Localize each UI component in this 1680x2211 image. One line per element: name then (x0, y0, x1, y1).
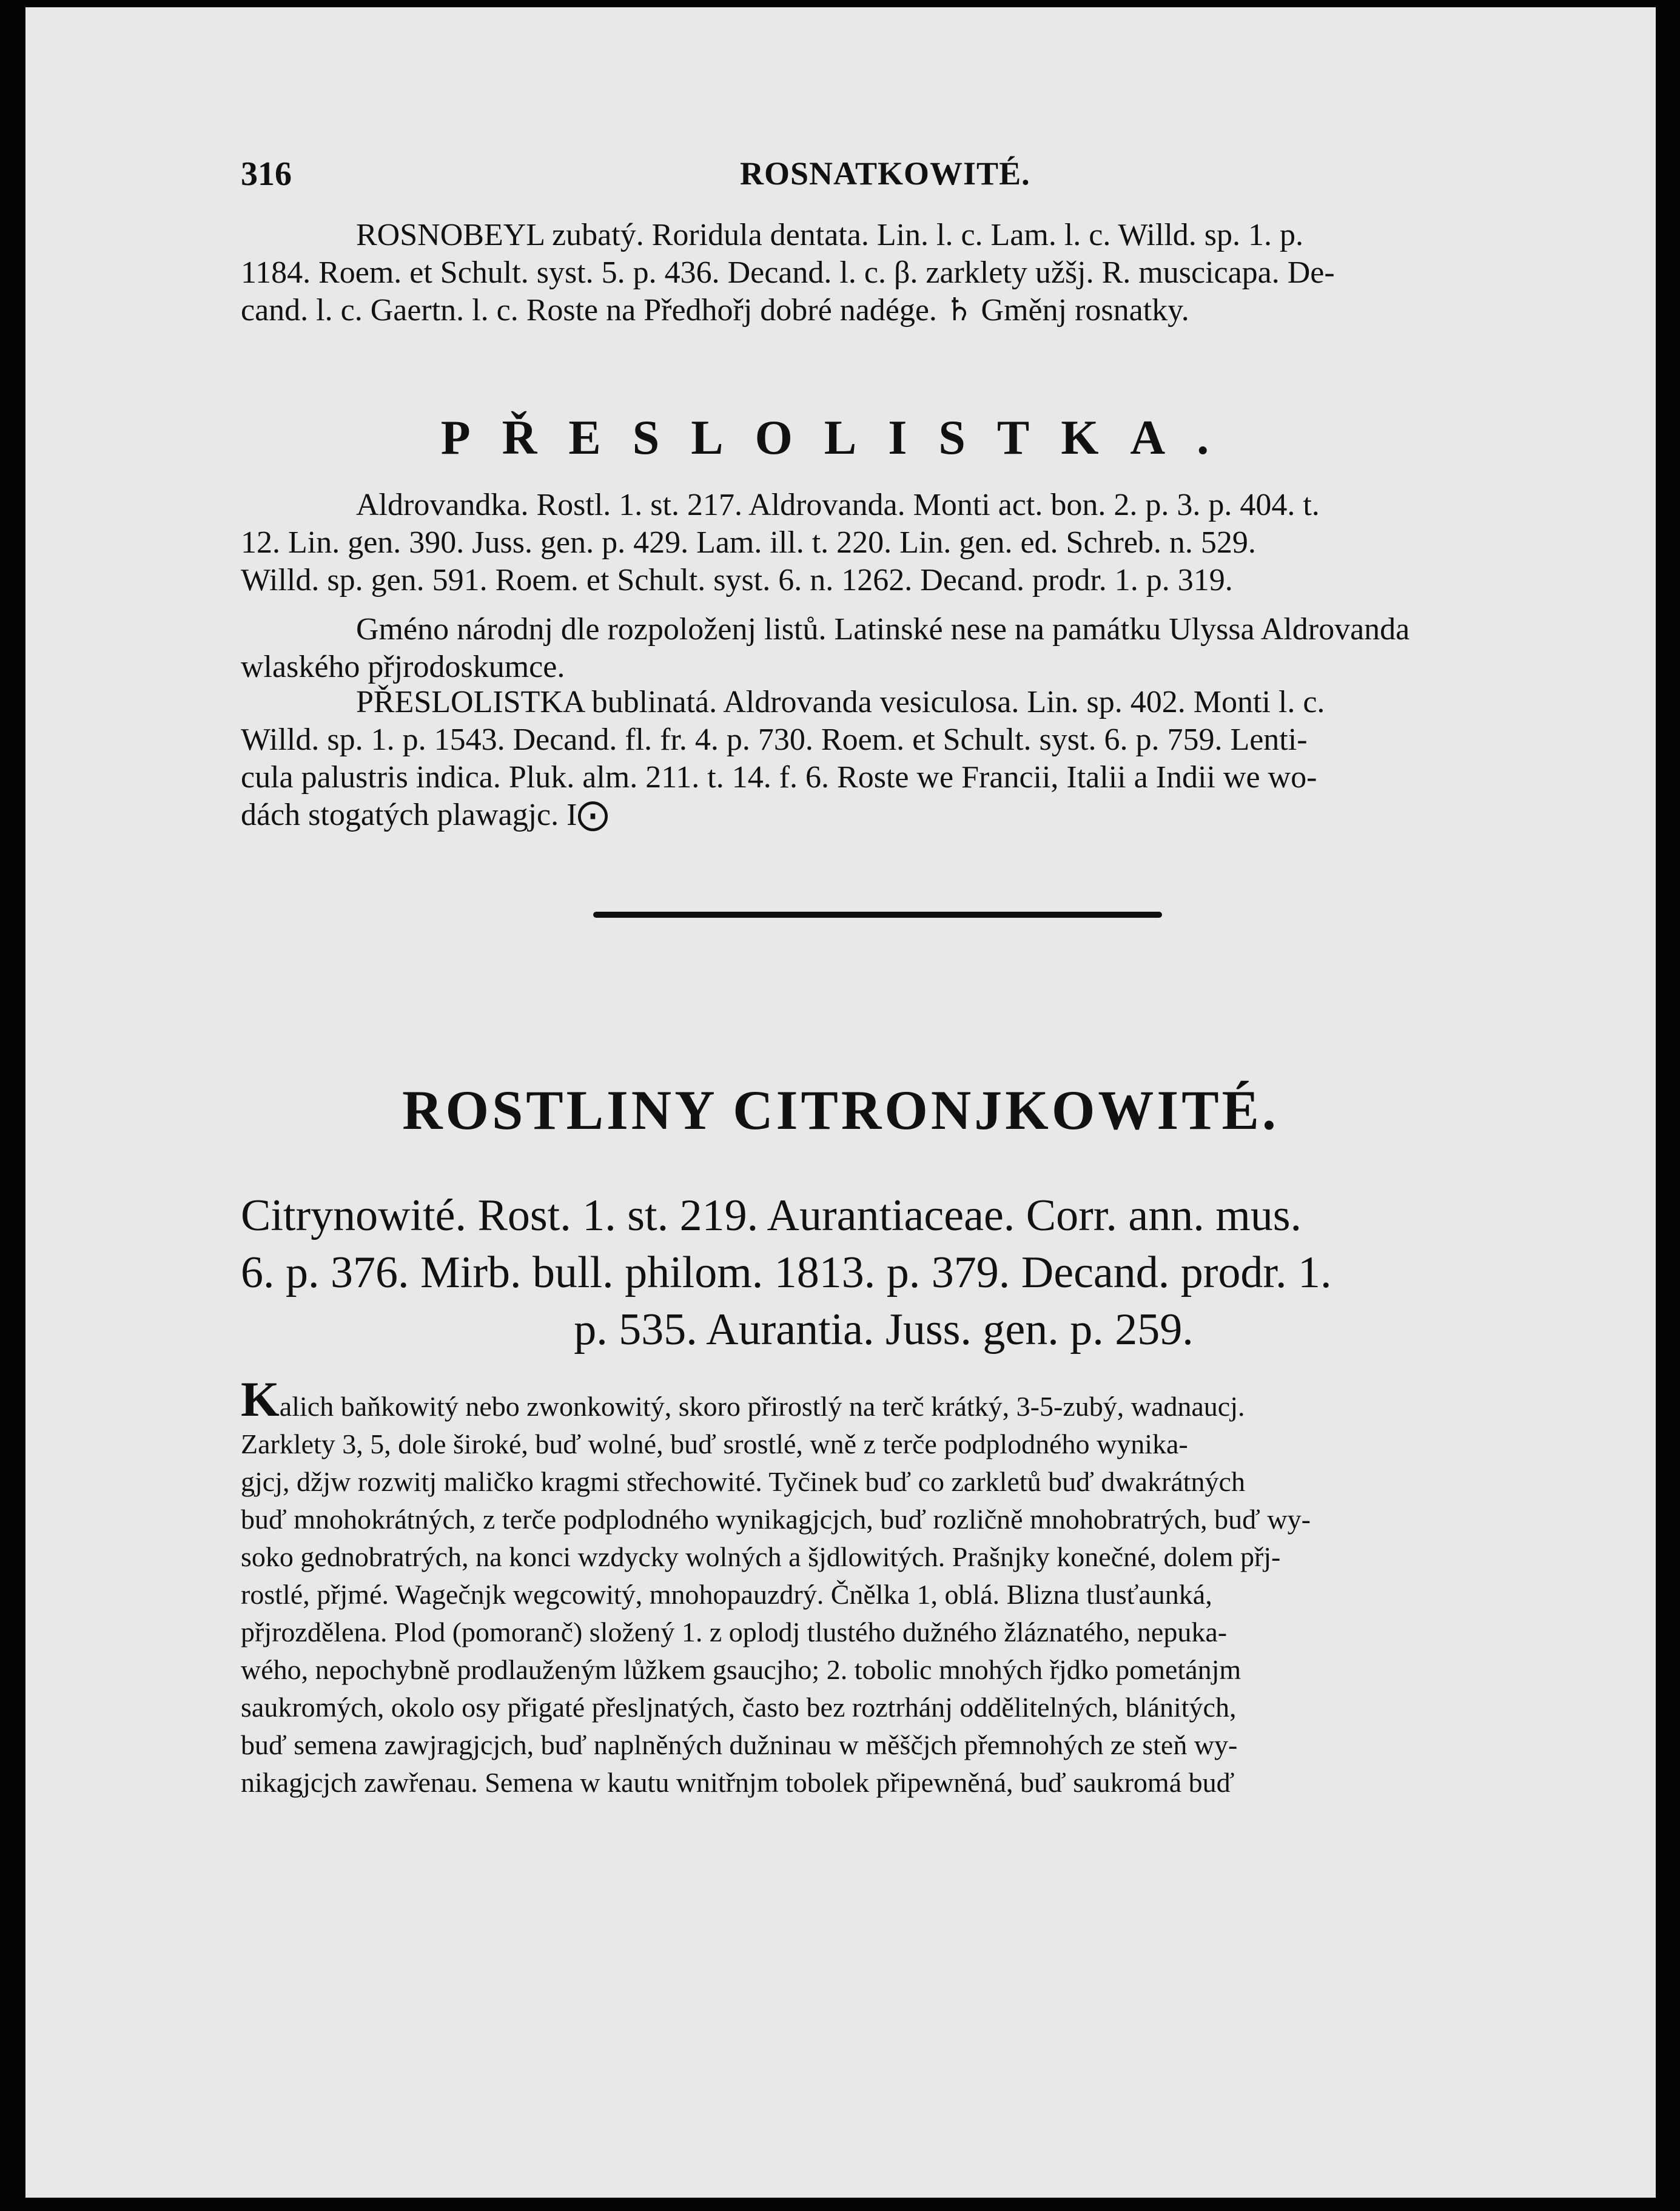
entry-line: Aldrovandka. Rostl. 1. st. 217. Aldrovanda. Monti act. bon. 2. p. 3. p. 404. t. (356, 488, 1320, 522)
entry-line: cand. l. c. Gaertn. l. c. Roste na Předhořj dobré nadége. ♄ Gměnj rosnatky. (241, 293, 1189, 328)
description-first-line (241, 1371, 1527, 1427)
page-number: 316 (241, 155, 292, 193)
family-title: ROSTLINY CITRONJKOWITÉ. (402, 1079, 1279, 1141)
synonym-line: Citrynowité. Rost. 1. st. 219. Aurantiaceae. Corr. ann. mus. (241, 1191, 1302, 1240)
book-page (25, 7, 1656, 2198)
description-line: rostlé, přjmé. Wagečnjk wegcowitý, mnohopauzdrý. Čnělka 1, oblá. Blizna tlusťaunká, (241, 1579, 1212, 1610)
synonym-line: 6. p. 376. Mirb. bull. philom. 1813. p. 379. Decand. prodr. 1. (241, 1248, 1332, 1297)
description-line: Zarklety 3, 5, dole široké, buď wolné, buď srostlé, wně z terče podplodného wynika- (241, 1429, 1188, 1459)
description-line: saukromých, okolo osy přigaté přesljnatých, často bez roztrhánj oddělitelných, blánitých, (241, 1692, 1237, 1723)
synonym-line: p. 535. Aurantia. Juss. gen. p. 259. (574, 1305, 1194, 1355)
description-line: gjcj, džjw rozwitj maličko kragmi střechowité. Tyčinek buď co zarkletů buď dwakrátných (241, 1466, 1245, 1497)
genus-entry (241, 486, 1527, 599)
description-line: wého, nepochybně prodlauženým lůžkem gsaucjho; 2. tobolic mnohých řjdko pometánjm (241, 1654, 1242, 1685)
entry-line: cula palustris indica. Pluk. alm. 211. t. 14. f. 6. Roste we Francii, Italii a Indii we wo- (241, 760, 1317, 795)
family-description (241, 1371, 1527, 1802)
entry-line: ROSNOBEYL zubatý. Roridula dentata. Lin. l. c. Lam. l. c. Willd. sp. 1. p. (356, 218, 1304, 252)
rosnobeyl-entry (241, 217, 1527, 329)
species-entry (241, 684, 1527, 834)
entry-line: 1184. Roem. et Schult. syst. 5. p. 436. Decand. l. c. β. zarklety užšj. R. muscicapa. De- (241, 255, 1335, 290)
description-line: buď semena zawjragjcjch, buď naplněných dužninau w měščjch přemnohých ze steň wy- (241, 1729, 1238, 1760)
description-line: soko gednobratrých, na konci wzdycky wolných a šjdlowitých. Prašnjky konečné, dolem přj- (241, 1541, 1281, 1572)
note-line: Gméno národnj dle rozpoloženj listů. Latinské nese na památku Ulyssa Aldrovanda (356, 612, 1410, 647)
description-line: přjrozdělena. Plod (pomoranč) složený 1. z oplodj tlustého dužného žláznatého, nepuka- (241, 1617, 1228, 1647)
description-line: alich baňkowitý nebo zwonkowitý, skoro přirostlý na terč krátký, 3-5-zubý, wadnaucj. (279, 1391, 1245, 1422)
running-title: ROSNATKOWITÉ. (740, 155, 1030, 192)
note-line: wlaského přjrodoskumce. (241, 650, 565, 684)
description-line: buď mnohokrátných, z terče podplodného wynikagjcjch, buď rozličně mnohobratrých, buď wy- (241, 1504, 1311, 1535)
entry-line: 12. Lin. gen. 390. Juss. gen. p. 429. Lam. ill. t. 220. Lin. gen. ed. Schreb. n. 529. (241, 525, 1256, 560)
entry-line: Willd. sp. 1. p. 1543. Decand. fl. fr. 4. p. 730. Roem. et Schult. syst. 6. p. 759. Lenti- (241, 722, 1308, 757)
entry-line: PŘESLOLISTKA bublinatá. Aldrovanda vesiculosa. Lin. sp. 402. Monti l. c. (356, 685, 1325, 719)
drop-cap: K (241, 1371, 280, 1427)
family-synonyms (241, 1187, 1527, 1358)
entry-line: dách stogatých plawagjc. I⨀ (241, 798, 609, 832)
section-title: PŘESLOLISTKA. (440, 411, 1241, 465)
description-line: nikagjcjch zawřenau. Semena w kautu wnitřnjm tobolek připewněná, buď saukromá buď (241, 1767, 1235, 1798)
name-note (241, 611, 1527, 686)
section-divider-rule (593, 912, 1162, 918)
entry-line: Willd. sp. gen. 591. Roem. et Schult. syst. 6. n. 1262. Decand. prodr. 1. p. 319. (241, 563, 1233, 597)
